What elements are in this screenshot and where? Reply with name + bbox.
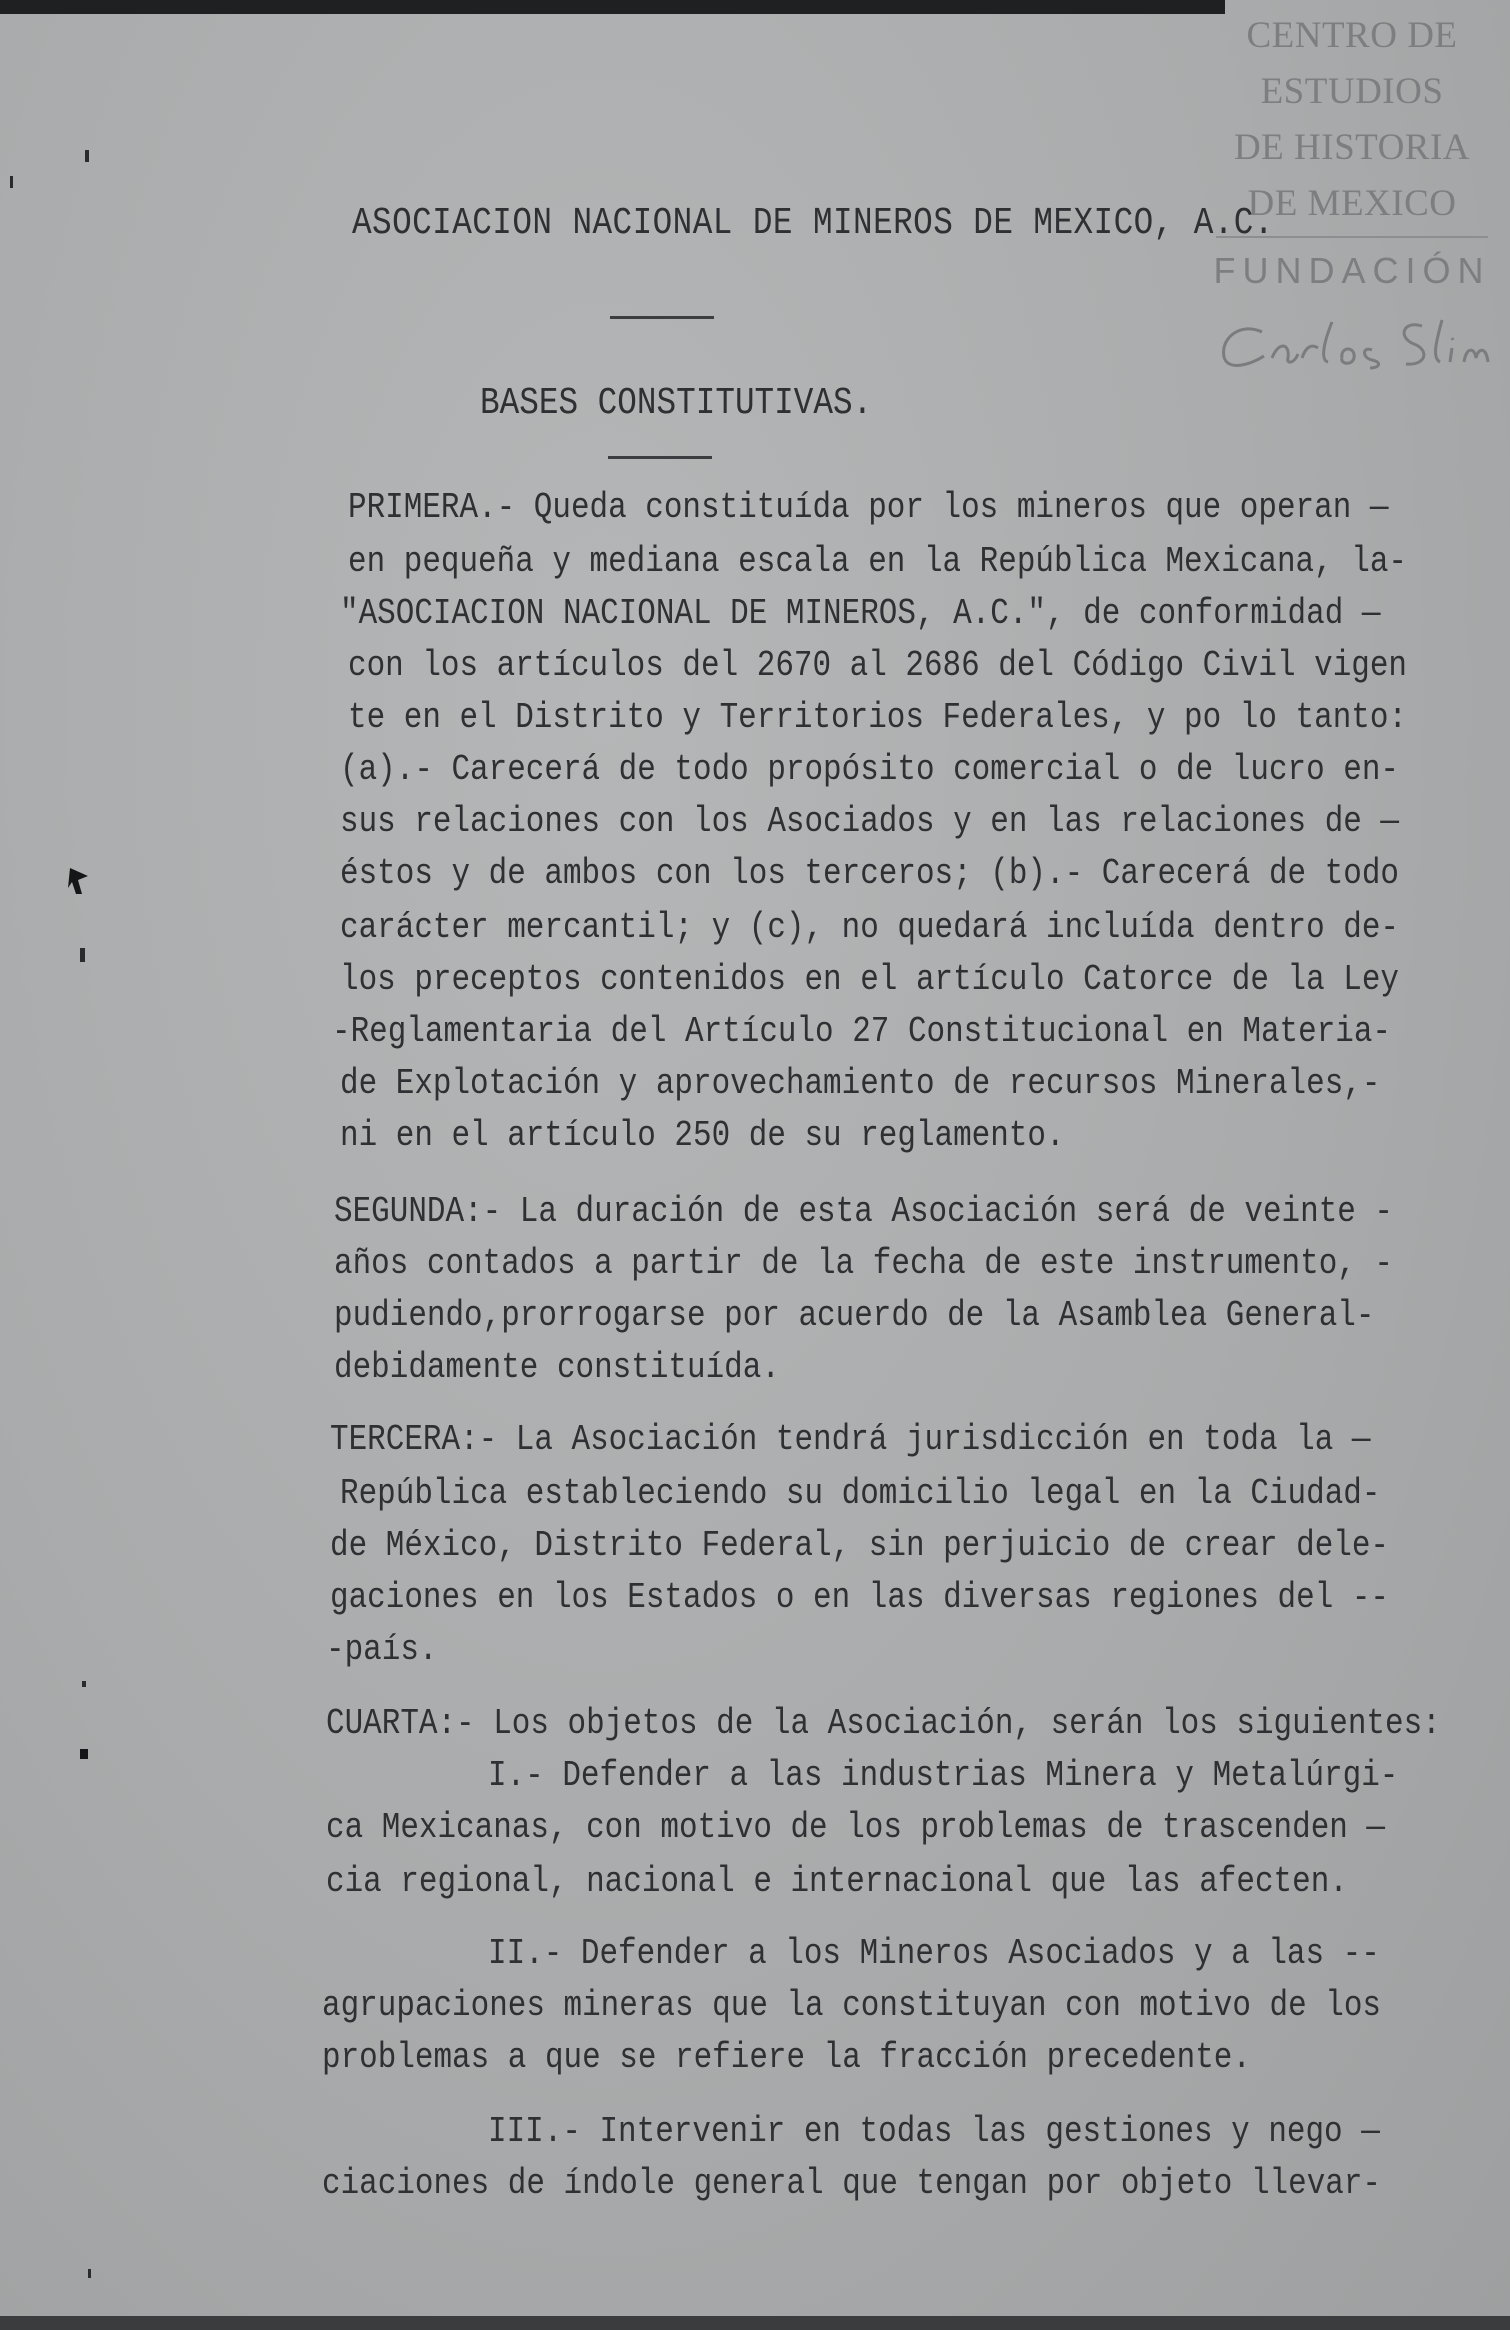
- title-divider: [610, 316, 714, 319]
- text-line: te en el Distrito y Territorios Federales, y po lo tanto:: [348, 697, 1408, 738]
- text-line: I.- Defender a las industrias Minera y Metalúrgi-: [488, 1755, 1399, 1796]
- watermark-foundation: FUNDACIÓN: [1213, 250, 1491, 291]
- text-line: sus relaciones con los Asociados y en las relaciones de —: [340, 801, 1400, 842]
- text-line: PRIMERA.- Queda constituída por los mineros que operan —: [348, 487, 1389, 528]
- text-line: SEGUNDA:- La duración de esta Asociación será de veinte -: [334, 1191, 1394, 1232]
- margin-dot-icon: [80, 1680, 88, 1690]
- text-line: éstos y de ambos con los terceros; (b).- Carecerá de todo: [340, 853, 1400, 894]
- text-line: ciaciones de índole general que tengan por objeto llevar-: [322, 2163, 1382, 2204]
- margin-dot-icon: [82, 150, 92, 164]
- watermark-line-3: DE HISTORIA: [1233, 127, 1471, 168]
- text-line: III.- Intervenir en todas las gestiones y nego —: [488, 2111, 1380, 2152]
- text-line: los preceptos contenidos en el artículo Catorce de la Ley: [340, 959, 1400, 1000]
- margin-dot-icon: [78, 1748, 90, 1762]
- text-line: cia regional, nacional e internacional que las afecten.: [326, 1861, 1348, 1902]
- text-line: agrupaciones mineras que la constituyan con motivo de los: [322, 1985, 1382, 2026]
- text-line: pudiendo,prorrogarse por acuerdo de la Asamblea General-: [334, 1295, 1375, 1336]
- text-line: "ASOCIACION NACIONAL DE MINEROS, A.C.", de conformidad —: [340, 593, 1381, 634]
- text-line: CUARTA:- Los objetos de la Asociación, serán los siguientes:: [326, 1703, 1441, 1744]
- document-subtitle: BASES CONSTITUTIVAS.: [480, 382, 873, 425]
- text-line: gaciones en los Estados o en las diversas regiones del --: [330, 1577, 1390, 1618]
- text-line: con los artículos del 2670 al 2686 del Código Civil vigen: [348, 645, 1408, 686]
- watermark-line-4: DE MEXICO: [1247, 183, 1457, 224]
- text-line: años contados a partir de la fecha de este instrumento, -: [334, 1243, 1394, 1284]
- subtitle-divider: [608, 456, 712, 459]
- text-line: -país.: [326, 1629, 438, 1670]
- text-line: TERCERA:- La Asociación tendrá jurisdicción en toda la —: [330, 1419, 1371, 1460]
- binder-mark-icon: [66, 866, 92, 898]
- margin-dot-icon: [8, 176, 16, 190]
- text-line: problemas a que se refiere la fracción precedente.: [322, 2037, 1251, 2078]
- text-line: II.- Defender a los Mineros Asociados y a las --: [488, 1933, 1380, 1974]
- text-line: República estableciendo su domicilio legal en la Ciudad-: [340, 1473, 1381, 1514]
- text-line: ni en el artículo 250 de su reglamento.: [340, 1115, 1065, 1156]
- text-line: (a).- Carecerá de todo propósito comercial o de lucro en-: [340, 749, 1400, 790]
- margin-dot-icon: [86, 2268, 94, 2280]
- text-line: en pequeña y mediana escala en la República Mexicana, la-: [348, 541, 1408, 582]
- text-line: carácter mercantil; y (c), no quedará incluída dentro de-: [340, 907, 1400, 948]
- text-line: -Reglamentaria del Artículo 27 Constitucional en Materia-: [332, 1011, 1392, 1052]
- document-title: ASOCIACION NACIONAL DE MINEROS DE MEXICO, A.C.: [352, 202, 1274, 245]
- text-line: debidamente constituída.: [334, 1347, 780, 1388]
- margin-dot-icon: [78, 948, 88, 962]
- text-line: de México, Distrito Federal, sin perjuicio de crear dele-: [330, 1525, 1390, 1566]
- watermark-line-2: ESTUDIOS: [1260, 71, 1444, 112]
- watermark-line-1: CENTRO DE: [1246, 15, 1458, 56]
- text-line: de Explotación y aprovechamiento de recursos Minerales,-: [340, 1063, 1381, 1104]
- text-line: ca Mexicanas, con motivo de los problemas de trascenden —: [326, 1807, 1386, 1848]
